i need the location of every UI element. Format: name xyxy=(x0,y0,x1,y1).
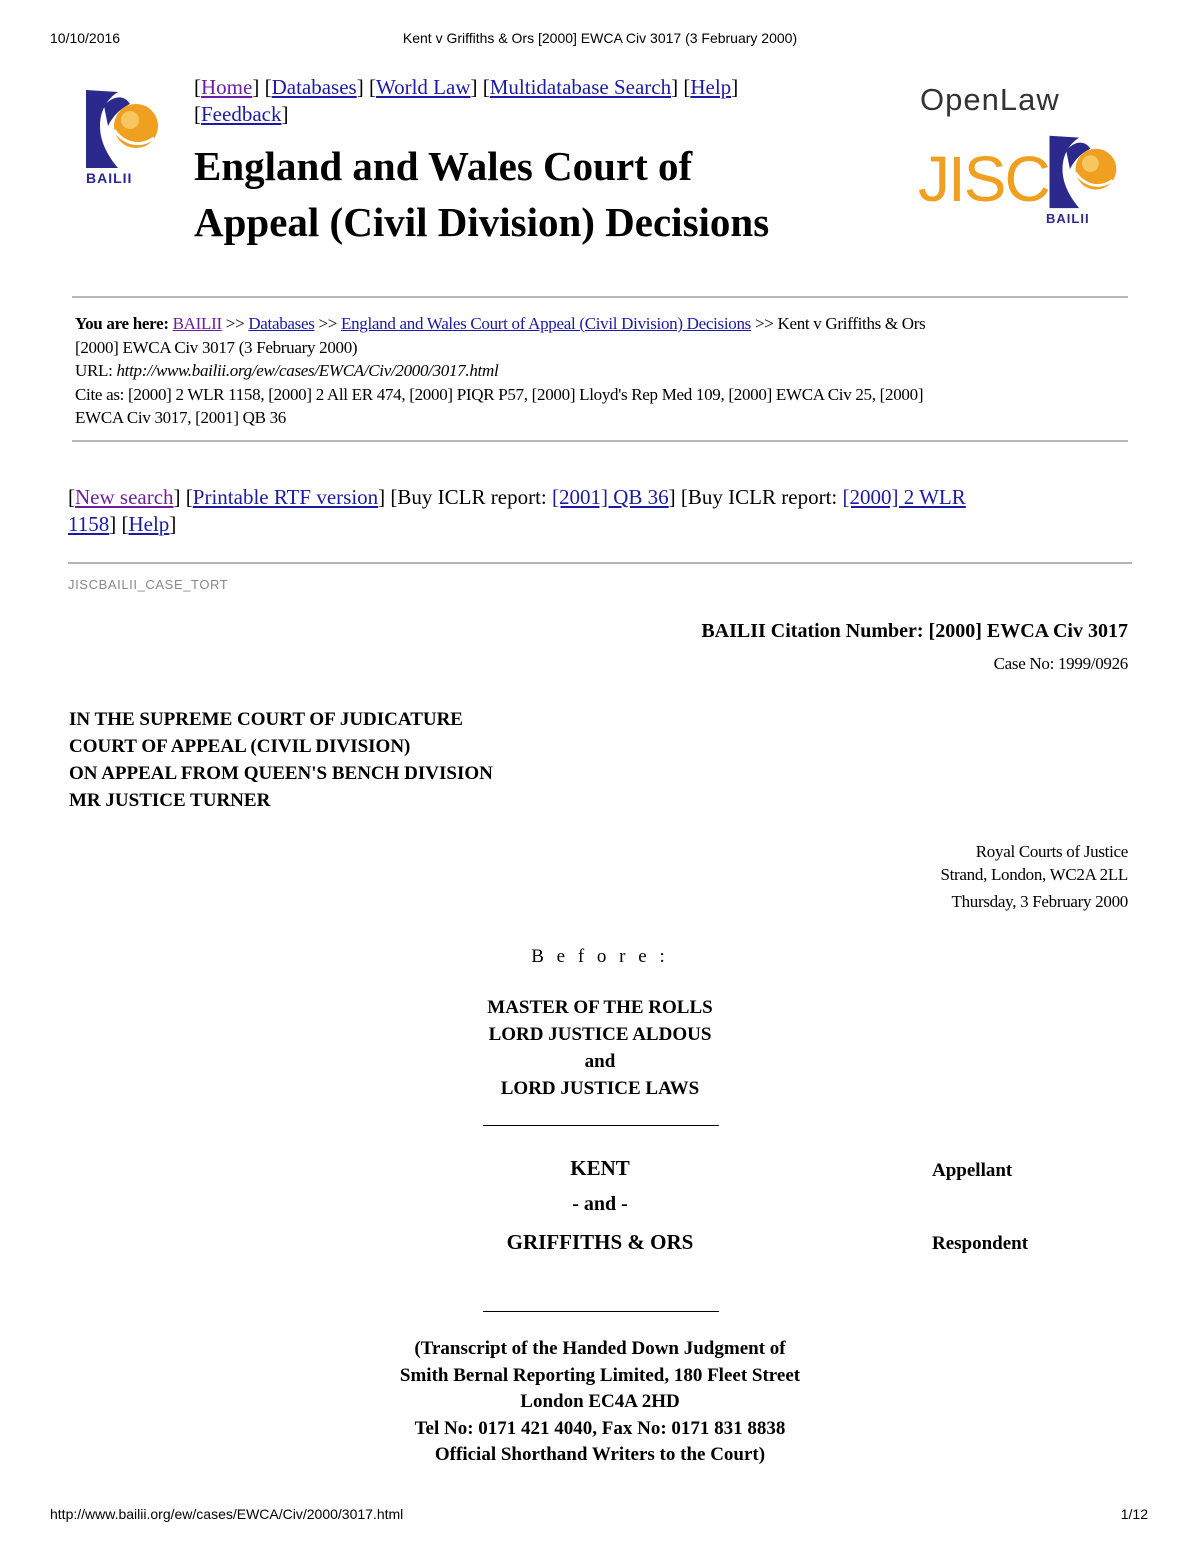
venue-line-1: Royal Courts of Justice xyxy=(975,842,1128,861)
transcript-line-5: Official Shorthand Writers to the Court) xyxy=(434,1444,766,1465)
separator-line-1 xyxy=(483,1125,719,1126)
nav-help-link[interactable]: Help xyxy=(690,75,732,99)
court-line-4: MR JUSTICE TURNER xyxy=(69,790,271,811)
venue xyxy=(940,840,1128,886)
iclr-wlr-link[interactable]: [2000] 2 WLR xyxy=(842,485,966,509)
nav-databases-link[interactable]: Databases xyxy=(271,75,357,99)
divider-middle xyxy=(72,440,1128,442)
nav-home-link[interactable]: Home xyxy=(201,75,253,99)
iclr-qb36-link[interactable]: [2001] QB 36 xyxy=(552,485,669,509)
appellant-role: Appellant xyxy=(932,1160,1013,1181)
action-help-link[interactable]: Help xyxy=(128,512,170,536)
breadcrumb xyxy=(75,312,1135,430)
court-line-3: ON APPEAL FROM QUEEN'S BENCH DIVISION xyxy=(69,763,493,784)
bailii-logo[interactable] xyxy=(78,86,164,190)
bailii-logo-small-label: BAILII xyxy=(1046,211,1090,226)
action-nav: [New search] [Printable RTF version] [Buy ICLR report: [2001] QB 36] [Buy ICLR report: [2000] 2 WLR 1158] [Help] xyxy=(68,485,966,536)
url-label: URL: xyxy=(75,361,113,380)
partner-logos xyxy=(916,80,1126,230)
cite-as-line-1: Cite as: [2000] 2 WLR 1158, [2000] 2 All ER 474, [2000] PIQR P57, [2000] Lloyd's Rep Med 109, [2000] EWCA Civ 25, [2000] xyxy=(75,384,924,404)
breadcrumb-sep: >> xyxy=(225,314,245,333)
before-label: B e f o r e : xyxy=(531,946,669,967)
transcript-line-4: Tel No: 0171 421 4040, Fax No: 0171 831 8838 xyxy=(414,1417,786,1439)
printable-rtf-link[interactable]: Printable RTF version xyxy=(192,485,379,509)
bailii-logo-small[interactable] xyxy=(1042,132,1122,228)
print-date: 10/10/2016 xyxy=(50,30,121,46)
breadcrumb-databases-link[interactable]: Databases xyxy=(248,314,315,333)
breadcrumb-ewca-link[interactable]: England and Wales Court of Appeal (Civil Division) Decisions xyxy=(341,314,751,333)
heading-line-1: England and Wales Court of xyxy=(194,143,693,189)
judges xyxy=(0,994,1200,1102)
nav-multidatabase-search-link[interactable]: Multidatabase Search xyxy=(489,75,672,99)
transcript-line-2: Smith Bernal Reporting Limited, 180 Fleet Street xyxy=(399,1364,801,1386)
transcript-info xyxy=(0,1336,1200,1469)
divider-bottom xyxy=(68,562,1132,564)
transcript-line-1: (Transcript of the Handed Down Judgment of xyxy=(414,1338,786,1359)
print-footer-url: http://www.bailii.org/ew/cases/EWCA/Civ/2000/3017.html xyxy=(50,1506,404,1522)
respondent-role: Respondent xyxy=(932,1233,1029,1254)
breadcrumb-current-1: Kent v Griffiths & Ors xyxy=(777,314,926,333)
jisc-logo[interactable]: JISC xyxy=(918,143,1049,215)
cite-as-line-2: EWCA Civ 3017, [2001] QB 36 xyxy=(75,408,287,427)
openlaw-logo[interactable]: OpenLaw xyxy=(920,82,1060,117)
top-nav: [Home] [Databases] [World Law] [Multidatabase Search] [Help] [Feedback] xyxy=(194,75,739,126)
heading-line-2: Appeal (Civil Division) Decisions xyxy=(194,199,770,245)
breadcrumb-sep: >> xyxy=(318,314,338,333)
bailii-logo-small-icon xyxy=(1042,132,1122,210)
court-line-2: COURT OF APPEAL (CIVIL DIVISION) xyxy=(69,736,411,757)
nav-world-law-link[interactable]: World Law xyxy=(375,75,471,99)
print-footer xyxy=(0,1506,1200,1526)
buy-iclr-label-2: Buy ICLR report: xyxy=(687,485,838,509)
court-info xyxy=(69,706,493,814)
judges-and: and xyxy=(584,1051,616,1072)
breadcrumb-sep: >> xyxy=(754,314,774,333)
breadcrumb-current-2: [2000] EWCA Civ 3017 (3 February 2000) xyxy=(75,337,358,357)
buy-iclr-label-1: Buy ICLR report: xyxy=(397,485,547,509)
bailii-logo-label: BAILII xyxy=(86,170,133,186)
breadcrumb-bailii-link[interactable]: BAILII xyxy=(172,314,222,333)
new-search-link[interactable]: New search xyxy=(75,485,174,509)
category-tag: JISCBAILII_CASE_TORT xyxy=(68,577,229,592)
bailii-logo-icon xyxy=(78,86,164,170)
venue-line-2: Strand, London, WC2A 2LL xyxy=(940,865,1128,884)
transcript-line-3: London EC4A 2HD xyxy=(520,1391,680,1412)
respondent-name: GRIFFITHS & ORS xyxy=(506,1230,694,1254)
print-header xyxy=(0,30,1200,50)
separator-line-2 xyxy=(483,1311,719,1312)
page-heading xyxy=(194,138,894,250)
judge-1: MASTER OF THE ROLLS xyxy=(487,997,713,1018)
judge-3: LORD JUSTICE LAWS xyxy=(500,1078,700,1099)
court-line-1: IN THE SUPREME COURT OF JUDICATURE xyxy=(69,709,463,730)
page-number: 1/12 xyxy=(1120,1506,1148,1522)
iclr-wlr-link-cont[interactable]: 1158 xyxy=(68,512,110,536)
judgment-date: Thursday, 3 February 2000 xyxy=(951,892,1128,911)
url-value: http://www.bailii.org/ew/cases/EWCA/Civ/2000/3017.html xyxy=(116,361,499,380)
citation-number: BAILII Citation Number: [2000] EWCA Civ 3017 xyxy=(701,620,1128,642)
case-number: Case No: 1999/0926 xyxy=(993,654,1128,673)
appellant-name: KENT xyxy=(570,1156,630,1180)
divider-top xyxy=(72,296,1128,298)
breadcrumb-label: You are here: xyxy=(75,314,169,333)
judge-2: LORD JUSTICE ALDOUS xyxy=(488,1024,712,1045)
nav-feedback-link[interactable]: Feedback xyxy=(201,102,282,126)
print-title: Kent v Griffiths & Ors [2000] EWCA Civ 3017 (3 February 2000) xyxy=(402,30,798,46)
parties-and: - and - xyxy=(572,1193,628,1215)
